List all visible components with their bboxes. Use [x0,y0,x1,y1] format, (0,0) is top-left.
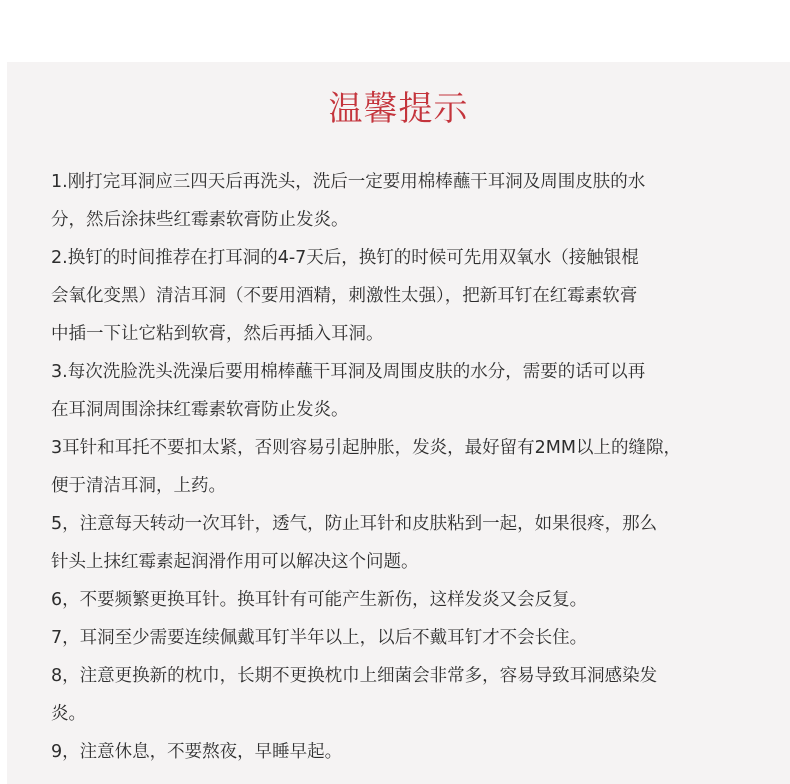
tip-line: 9，注意休息，不要熬夜，早睡早起。 [51,742,343,762]
tip-line: 8，注意更换新的枕巾，长期不更换枕巾上细菌会非常多，容易导致耳洞感染发 [51,666,658,686]
tip-line: 炎。 [51,704,86,724]
tip-line: 中插一下让它粘到软膏，然后再插入耳洞。 [51,324,384,344]
tip-line: 针头上抹红霉素起润滑作用可以解决这个问题。 [51,552,419,572]
notice-title: 温馨提示 [328,89,469,129]
tip-line: 3.每次洗脸洗头洗澡后要用棉棒蘸干耳洞及周围皮肤的水分，需要的话可以再 [51,362,646,382]
tips-list [51,163,781,771]
notice-panel [7,62,790,784]
tip-line: 分，然后涂抹些红霉素软膏防止发炎。 [51,210,349,230]
tip-line: 1.刚打完耳洞应三四天后再洗头，洗后一定要用棉棒蘸干耳洞及周围皮肤的水 [51,172,646,192]
tip-line: 6，不要频繁更换耳针。换耳针有可能产生新伤，这样发炎又会反复。 [51,590,588,610]
tip-line: 会氧化变黑）清洁耳洞（不要用酒精，刺激性太强），把新耳钉在红霉素软膏 [51,286,638,306]
tip-line: 在耳洞周围涂抹红霉素软膏防止发炎。 [51,400,349,420]
tip-line: 2.换钉的时间推荐在打耳洞的4-7天后，换钉的时候可先用双氧水（接触银棍 [51,248,639,268]
tip-line: 便于清洁耳洞，上药。 [51,476,226,496]
tip-line: 3耳针和耳托不要扣太紧，否则容易引起肿胀，发炎，最好留有2MM以上的缝隙， [51,438,681,458]
tip-line: 5，注意每天转动一次耳针，透气，防止耳针和皮肤粘到一起，如果很疼，那么 [51,514,658,534]
tip-line: 7，耳洞至少需要连续佩戴耳钉半年以上，以后不戴耳钉才不会长住。 [51,628,588,648]
